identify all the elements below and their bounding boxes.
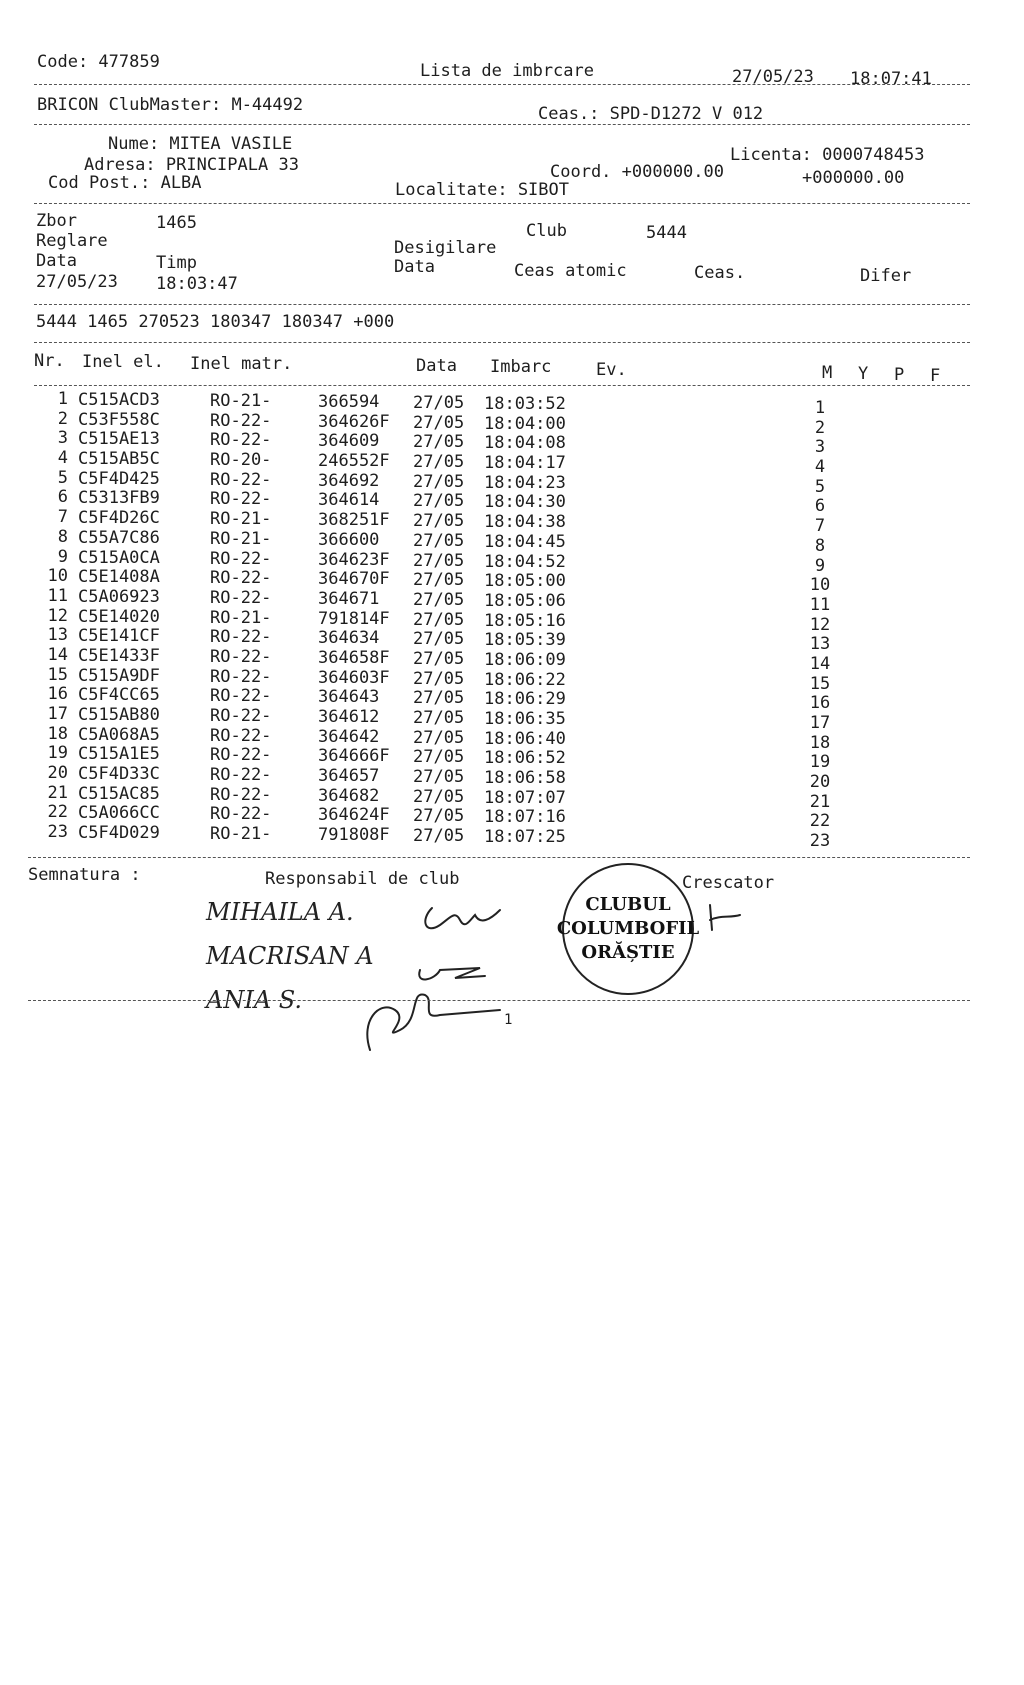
electronic-ring: C5E1433F [78, 645, 160, 666]
ring-prefix: RO-22- [210, 765, 272, 786]
locality: Localitate: SIBOT [395, 180, 569, 200]
electronic-ring: C5313FB9 [78, 488, 160, 509]
basketing-time: 18:04:08 [484, 433, 566, 454]
setting-label: Reglare [36, 231, 108, 251]
separator [34, 203, 970, 204]
electronic-ring: C5F4CC65 [78, 685, 160, 706]
ring-number: 246552F [318, 451, 390, 472]
column-m [800, 399, 840, 852]
ring-prefix: RO-22- [210, 489, 272, 510]
basketing-time: 18:05:39 [484, 630, 566, 651]
header-imbarc: Imbarc [490, 357, 552, 377]
ring-prefix: RO-22- [210, 627, 272, 648]
club-label: Club [526, 221, 567, 241]
electronic-ring: C5F4D33C [78, 764, 160, 785]
basketing-time: 18:06:29 [484, 689, 566, 710]
column-inel-prefix [210, 392, 271, 845]
basketing-date: 27/05 [413, 806, 465, 827]
ring-prefix: RO-22- [210, 784, 272, 805]
basketing-time: 18:04:23 [484, 472, 566, 493]
ring-number: 364623F [318, 549, 390, 570]
ring-prefix: RO-21- [210, 528, 272, 549]
row-number: 20 [47, 763, 68, 784]
header-inel-matr: Inel matr. [190, 354, 293, 374]
electronic-ring: C5A068A5 [78, 724, 160, 745]
ring-prefix: RO-22- [210, 410, 272, 431]
row-number: 12 [47, 605, 68, 626]
ring-number: 364603F [318, 667, 390, 688]
flight-label: Zbor [36, 211, 77, 231]
row-number: 15 [47, 664, 68, 685]
ring-prefix: RO-22- [210, 745, 272, 766]
ring-prefix: RO-21- [210, 607, 272, 628]
basketing-time: 18:07:16 [484, 807, 566, 828]
basketing-date: 27/05 [413, 668, 465, 689]
basketing-time: 18:06:35 [484, 709, 566, 729]
basketing-date: 27/05 [413, 786, 465, 807]
ring-prefix: RO-20- [210, 450, 272, 471]
header-data: Data [416, 356, 457, 376]
position-m: 15 [809, 673, 831, 694]
code-label: Code: 477859 [37, 52, 160, 72]
basketing-date: 27/05 [413, 589, 465, 610]
ring-prefix: RO-22- [210, 587, 272, 608]
header-p: P [894, 365, 905, 385]
basketing-time: 18:03:52 [484, 394, 566, 414]
ring-number: 364614 [318, 490, 380, 511]
position-m: 20 [809, 772, 831, 793]
position-m: 4 [814, 457, 826, 478]
row-number: 10 [47, 566, 68, 587]
basketing-time: 18:07:07 [484, 787, 566, 808]
electronic-ring: C5E14020 [78, 606, 160, 627]
separator [34, 304, 970, 305]
handwritten-name-3: ANIA S. [206, 986, 302, 1014]
basketing-time: 18:06:22 [484, 669, 566, 690]
setting-date: 27/05/23 [36, 272, 118, 292]
basketing-time: 18:06:58 [484, 768, 566, 789]
row-number: 18 [47, 723, 68, 744]
stamp-line-1: CLUBUL [585, 894, 671, 915]
stamp-line-2: COLUMBOFIL [556, 918, 700, 939]
position-m: 22 [809, 811, 831, 832]
header-m: M [822, 363, 833, 383]
basketing-date: 27/05 [413, 412, 465, 433]
row-number: 23 [47, 822, 68, 843]
ring-prefix: RO-22- [210, 686, 272, 707]
position-m: 19 [809, 752, 831, 773]
club-stamp [556, 863, 700, 995]
ring-prefix: RO-22- [210, 469, 272, 490]
coordinates-2: +000000.00 [802, 168, 905, 188]
position-m: 12 [809, 614, 831, 635]
basketing-time: 18:05:00 [484, 571, 566, 592]
basketing-date: 27/05 [413, 550, 465, 571]
ring-number: 791808F [318, 825, 390, 846]
ring-number: 366594 [318, 392, 380, 412]
clubmaster-label: BRICON ClubMaster: M-44492 [37, 95, 304, 115]
row-number: 13 [47, 625, 68, 646]
document-title: Lista de imbrcare [420, 61, 594, 81]
ring-number: 364609 [318, 431, 380, 452]
basketing-date: 27/05 [413, 688, 465, 709]
basketing-time: 18:04:30 [484, 492, 566, 513]
row-number: 5 [57, 467, 68, 488]
position-m: 13 [809, 634, 831, 655]
handwritten-name-2: MACRISAN A [206, 942, 374, 970]
column-nr [34, 390, 68, 843]
setting-time: 18:03:47 [156, 274, 238, 294]
basketing-time: 18:05:16 [484, 610, 566, 631]
position-m: 14 [809, 653, 831, 674]
row-number: 3 [57, 428, 68, 449]
header-nr: Nr. [34, 351, 65, 371]
ring-number: 364643 [318, 687, 380, 708]
row-number: 17 [47, 704, 68, 724]
electronic-ring: C515AE13 [78, 429, 160, 450]
position-m: 9 [814, 555, 826, 576]
club-number: 5444 [646, 223, 687, 243]
owner-address: Adresa: PRINCIPALA 33 [84, 155, 299, 175]
electronic-ring: C515A0CA [78, 547, 160, 568]
ring-number: 364657 [318, 766, 380, 787]
basketing-time: 18:04:45 [484, 531, 566, 552]
ring-number: 364658F [318, 647, 390, 668]
position-m: 11 [809, 594, 831, 615]
position-m: 7 [814, 516, 826, 537]
row-number: 8 [57, 526, 68, 547]
ring-number: 364666F [318, 746, 390, 767]
electronic-ring: C5F4D029 [78, 823, 160, 844]
row-number: 22 [47, 802, 68, 823]
coordinates: Coord. +000000.00 [550, 162, 724, 182]
flight-number: 1465 [156, 213, 197, 233]
row-number: 6 [57, 487, 68, 508]
basketing-time: 18:05:06 [484, 590, 566, 611]
signature-label: Semnatura : [28, 865, 141, 885]
basketing-date: 27/05 [413, 747, 465, 768]
ring-number: 791814F [318, 608, 390, 629]
basketing-date: 27/05 [413, 452, 465, 473]
electronic-ring: C5F4D425 [78, 468, 160, 489]
electronic-ring: C5F4D26C [78, 508, 160, 529]
row-number: 16 [47, 684, 68, 705]
basketing-date: 27/05 [413, 727, 465, 748]
row-number: 21 [47, 782, 68, 803]
ring-number: 364626F [318, 411, 390, 432]
electronic-ring: C5A066CC [78, 803, 160, 824]
basketing-date: 27/05 [413, 471, 465, 492]
electronic-ring: C55A7C86 [78, 527, 160, 548]
flight-code-line: 5444 1465 270523 180347 180347 +000 [36, 312, 395, 332]
electronic-ring: C53F558C [78, 409, 160, 430]
ring-number: 364634 [318, 628, 380, 649]
electronic-ring: C515AC85 [78, 783, 160, 804]
ring-number: 364671 [318, 588, 380, 609]
clock-label: Ceas.: SPD-D1272 V 012 [538, 104, 764, 124]
ring-number: 364670F [318, 569, 390, 590]
ring-prefix: RO-22- [210, 430, 272, 451]
row-number: 9 [57, 546, 68, 567]
position-m: 17 [809, 713, 831, 733]
ring-number: 368251F [318, 510, 390, 531]
row-number: 1 [57, 389, 68, 409]
basketing-time: 18:06:52 [484, 748, 566, 769]
date-label: Data [36, 251, 77, 271]
basketing-time: 18:04:17 [484, 453, 566, 474]
ring-number: 364682 [318, 785, 380, 806]
separator [28, 1000, 970, 1001]
ring-prefix: RO-22- [210, 804, 272, 825]
column-inel-el [78, 391, 160, 844]
date-label-2: Data [394, 257, 435, 277]
license-number: Licenta: 0000748453 [730, 145, 925, 165]
ring-number: 366600 [318, 529, 380, 550]
separator [34, 84, 970, 85]
basketing-date: 27/05 [413, 393, 465, 413]
ring-prefix: RO-22- [210, 725, 272, 746]
basketing-date: 27/05 [413, 530, 465, 551]
separator [28, 857, 970, 858]
owner-postal-code: Cod Post.: ALBA [48, 173, 202, 193]
row-number: 4 [57, 448, 68, 469]
electronic-ring: C515AB80 [78, 705, 160, 725]
club-responsible-label: Responsabil de club [265, 869, 460, 889]
basketing-date: 27/05 [413, 570, 465, 591]
ring-prefix: RO-22- [210, 568, 272, 589]
print-date: 27/05/23 [732, 67, 814, 87]
breeder-label: Crescator [682, 873, 775, 893]
basketing-date: 27/05 [413, 629, 465, 650]
ring-number: 364612 [318, 707, 380, 727]
ring-prefix: RO-21- [210, 824, 272, 845]
ring-number: 364692 [318, 470, 380, 491]
header-y: Y [858, 364, 869, 384]
clock-label-2: Ceas. [694, 263, 746, 283]
separator [34, 385, 970, 386]
column-inel-matr [318, 393, 390, 846]
atomic-clock-label: Ceas atomic [514, 261, 627, 281]
ring-prefix: RO-21- [210, 509, 272, 530]
ring-prefix: RO-22- [210, 548, 272, 569]
position-m: 8 [814, 535, 826, 556]
basketing-date: 27/05 [413, 767, 465, 788]
electronic-ring: C5E141CF [78, 626, 160, 647]
position-m: 6 [814, 496, 826, 517]
row-number: 11 [47, 585, 68, 606]
basketing-time: 18:06:09 [484, 649, 566, 670]
ring-prefix: RO-22- [210, 646, 272, 667]
position-m: 18 [809, 732, 831, 753]
ring-prefix: RO-22- [210, 666, 272, 687]
basketing-date: 27/05 [413, 432, 465, 453]
electronic-ring: C515AB5C [78, 449, 160, 470]
basketing-date: 27/05 [413, 491, 465, 512]
separator [34, 124, 970, 125]
ring-number: 364624F [318, 805, 390, 826]
electronic-ring: C515A9DF [78, 665, 160, 686]
position-m: 16 [809, 693, 831, 714]
basketing-time: 18:04:38 [484, 512, 566, 533]
header-ev: Ev. [596, 360, 627, 380]
print-time: 18:07:41 [850, 69, 932, 89]
handwritten-name-1: MIHAILA A. [206, 898, 354, 926]
basketing-date: 27/05 [413, 826, 465, 847]
basketing-date: 27/05 [413, 511, 465, 532]
header-f: F [930, 366, 941, 386]
column-data [413, 394, 464, 847]
basketing-date: 27/05 [413, 708, 465, 728]
row-number: 19 [47, 743, 68, 764]
electronic-ring: C5E1408A [78, 567, 160, 588]
separator [34, 342, 970, 343]
row-number: 7 [57, 507, 68, 528]
electronic-ring: C515A1E5 [78, 744, 160, 765]
basketing-date: 27/05 [413, 648, 465, 669]
page-number: 1 [504, 1012, 513, 1028]
time-label: Timp [156, 253, 197, 273]
row-number: 14 [47, 644, 68, 665]
position-m: 10 [809, 575, 831, 596]
ring-prefix: RO-22- [210, 706, 272, 726]
header-inel-el: Inel el. [82, 352, 164, 372]
owner-name: Nume: MITEA VASILE [108, 134, 293, 154]
position-m: 23 [809, 831, 831, 852]
electronic-ring: C5A06923 [78, 586, 160, 607]
unsealing-label: Desigilare [394, 238, 497, 258]
electronic-ring: C515ACD3 [78, 390, 160, 410]
position-m: 3 [814, 437, 826, 458]
position-m: 2 [814, 417, 826, 438]
difference-label: Difer [860, 266, 912, 286]
basketing-time: 18:06:40 [484, 728, 566, 749]
basketing-time: 18:04:00 [484, 413, 566, 434]
position-m: 1 [814, 398, 826, 418]
ring-number: 364642 [318, 726, 380, 747]
row-number: 2 [57, 408, 68, 429]
basketing-time: 18:07:25 [484, 827, 566, 848]
basketing-time: 18:04:52 [484, 551, 566, 572]
stamp-line-3: ORĂȘTIE [581, 942, 675, 963]
position-m: 21 [809, 791, 831, 812]
position-m: 5 [814, 476, 826, 497]
ring-prefix: RO-21- [210, 391, 272, 411]
basketing-date: 27/05 [413, 609, 465, 630]
column-imbarc [484, 395, 566, 848]
